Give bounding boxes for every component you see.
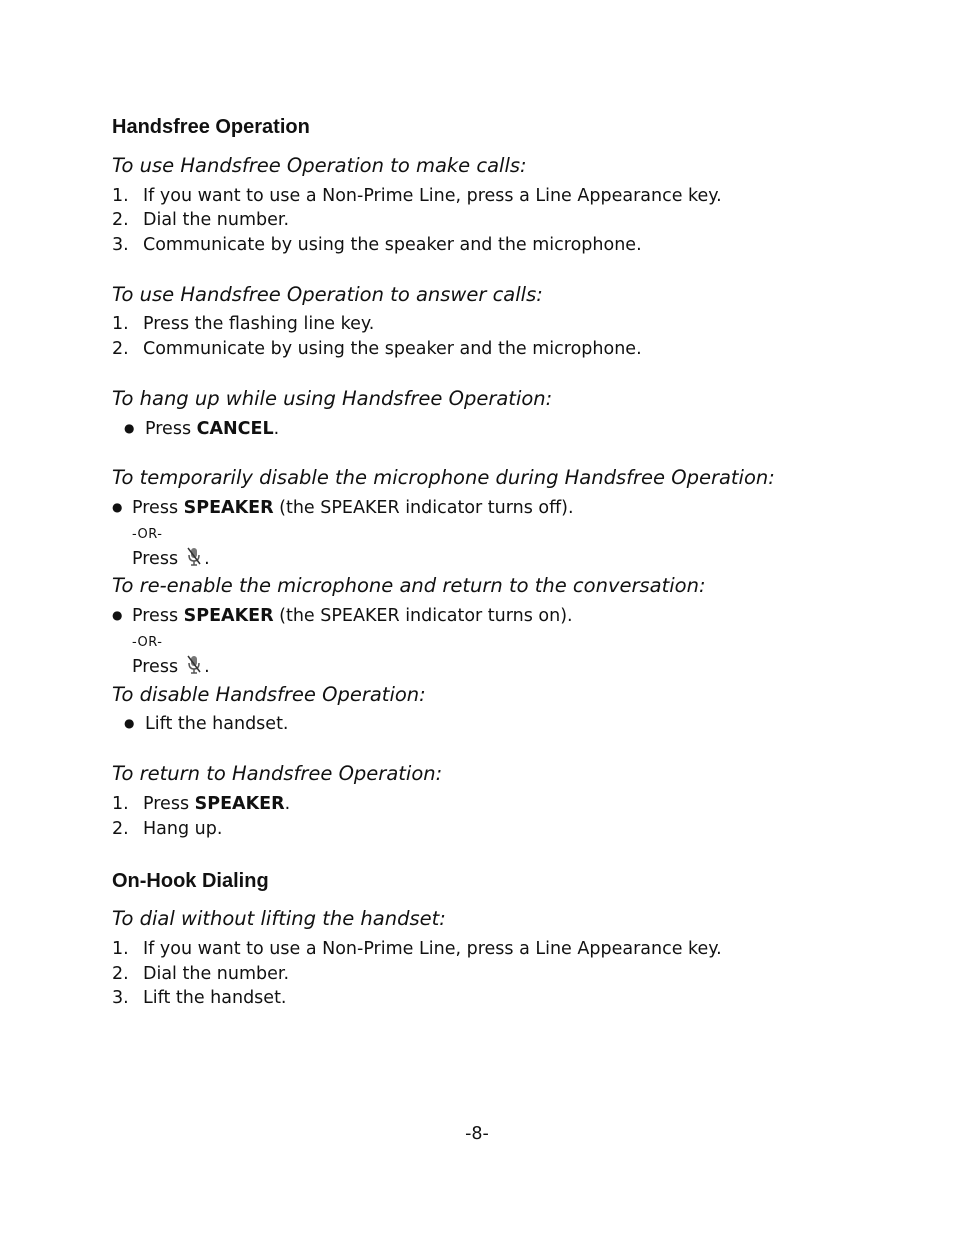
press-text: Press [132, 549, 179, 569]
mute-mic-icon [186, 654, 202, 681]
step-text: Dial the number. [143, 210, 290, 230]
list-item [112, 498, 574, 518]
subheading-make-calls: To use Handsfree Operation to make calls: [112, 154, 527, 177]
step-text: Press the flashing line key. [143, 314, 375, 334]
press-text: Press [132, 606, 179, 626]
list-item [112, 235, 642, 255]
list-item [112, 419, 279, 439]
list-item [112, 314, 374, 334]
list-item [112, 794, 290, 814]
step-number: 2. [112, 819, 129, 839]
speaker-key-label: SPEAKER [194, 794, 285, 814]
indicator-note: (the SPEAKER indicator turns on). [279, 606, 573, 626]
step-number: 2. [112, 210, 129, 230]
step-number: 1. [112, 314, 129, 334]
step-text: Communicate by using the speaker and the microphone. [143, 235, 642, 255]
period: . [284, 794, 291, 814]
subheading-return-handsfree: To return to Handsfree Operation: [112, 762, 443, 785]
step-number: 1. [112, 186, 129, 206]
list-item [112, 714, 289, 734]
step-number: 2. [112, 964, 129, 984]
step-text: Lift the handset. [143, 988, 287, 1008]
list-item [132, 546, 210, 573]
step-text: Dial the number. [143, 964, 290, 984]
step-number: 2. [112, 339, 129, 359]
step-text: Communicate by using the speaker and the microphone. [143, 339, 642, 359]
indicator-note: (the SPEAKER indicator turns off). [279, 498, 574, 518]
subheading-dial-without-lifting: To dial without lifting the handset: [112, 907, 446, 930]
bullet-icon: ● [112, 500, 123, 514]
step-text: If you want to use a Non-Prime Line, press a Line Appearance key. [143, 186, 722, 206]
or-text: -OR- [132, 635, 163, 650]
press-text: Press [145, 419, 192, 439]
step-number: 1. [112, 794, 129, 814]
step-number: 1. [112, 939, 129, 959]
page-number: -8- [465, 1124, 489, 1144]
subheading-answer-calls: To use Handsfree Operation to answer calls: [112, 283, 543, 306]
step-text: If you want to use a Non-Prime Line, press a Line Appearance key. [143, 939, 722, 959]
step-text: Lift the handset. [145, 714, 289, 734]
list-item [132, 654, 210, 681]
step-number: 3. [112, 988, 129, 1008]
period: . [204, 657, 210, 677]
heading-on-hook-dialing: On-Hook Dialing [112, 870, 269, 892]
speaker-key-label: SPEAKER [183, 498, 274, 518]
press-text: Press [132, 657, 179, 677]
list-item [112, 819, 222, 839]
period: . [204, 549, 210, 569]
subheading-hang-up: To hang up while using Handsfree Operation: [112, 387, 553, 410]
heading-handsfree-operation: Handsfree Operation [112, 116, 310, 138]
subheading-disable-mic: To temporarily disable the microphone during Handsfree Operation: [112, 466, 775, 489]
bullet-icon: ● [112, 608, 123, 622]
period: . [273, 419, 280, 439]
bullet-icon: ● [124, 421, 135, 435]
speaker-key-label: SPEAKER [183, 606, 274, 626]
subheading-reenable-mic: To re-enable the microphone and return to the conversation: [112, 574, 706, 597]
list-item [112, 939, 722, 959]
or-text: -OR- [132, 527, 163, 542]
list-item [112, 186, 722, 206]
press-text: Press [143, 794, 190, 814]
list-item [112, 606, 573, 626]
step-number: 3. [112, 235, 129, 255]
step-text: Hang up. [143, 819, 223, 839]
list-item [112, 988, 287, 1008]
bullet-icon: ● [124, 716, 135, 730]
subheading-disable-handsfree: To disable Handsfree Operation: [112, 683, 426, 706]
cancel-key-label: CANCEL [196, 419, 274, 439]
or-separator [132, 631, 162, 651]
list-item [112, 339, 642, 359]
or-separator [132, 523, 162, 543]
list-item [112, 964, 289, 984]
press-text: Press [132, 498, 179, 518]
list-item [112, 210, 289, 230]
mute-mic-icon [186, 546, 202, 573]
